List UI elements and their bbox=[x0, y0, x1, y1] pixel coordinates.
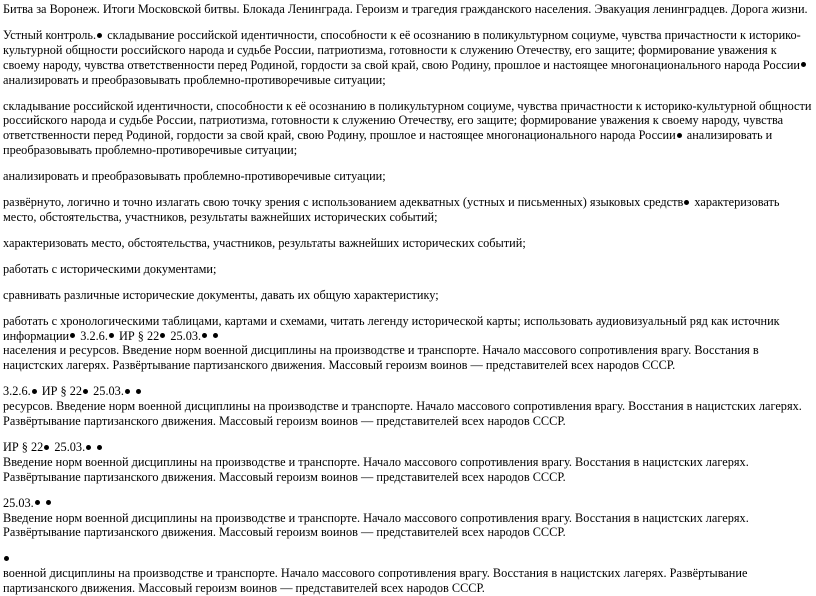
bullet-icon bbox=[4, 556, 9, 561]
bullet-icon bbox=[109, 333, 114, 338]
code-text: 3.2.6. bbox=[3, 384, 31, 399]
paragraph-homework bbox=[3, 440, 813, 485]
bullet-icon bbox=[125, 389, 130, 394]
identity-text: складывание российской идентичности, способности к её осознанию в поликультурном социуме, чувства причастности к историко-культурной общности российского народа и судьбе России, патриотизма, готовности к служению Отечеству, его защите; формирование уважения к своему народу, чувства ответственности перед Родиной, гордости за свой край, свою Родину, прошлое и настоящее многонационального народа России bbox=[3, 98, 812, 143]
paragraph-identity bbox=[3, 99, 813, 159]
bullet-icon bbox=[70, 333, 75, 338]
paragraph-code bbox=[3, 384, 813, 429]
bullet-icon bbox=[97, 33, 102, 38]
homework-text: ИР § 22 bbox=[41, 384, 83, 399]
date-text: 25.03. bbox=[3, 495, 34, 510]
identity-text: складывание российской идентичности, способности к её осознанию в поликультурном социуме, чувства причастности к историко-культурной общности российского народа и судьбе России, патриотизма, готовности к служению Отечеству, его защите; формирование уважения к своему народу, чувства ответственности перед Родиной, гордости за свой край, свою Родину, прошлое и настоящее многонационального народа России bbox=[3, 27, 801, 72]
bullet-icon bbox=[677, 133, 682, 138]
analyze-text: анализировать и преобразовывать проблемно-противоречивые ситуации; bbox=[3, 72, 386, 87]
paragraph-control bbox=[3, 28, 813, 88]
homework-text: ИР § 22 bbox=[3, 439, 44, 454]
date-text: 25.03. bbox=[170, 328, 202, 343]
tables-text: работать с хронологическими таблицами, картами и схемами, читать легенду исторической карты; использовать аудиовизуальный ряд как источник информации bbox=[3, 313, 780, 343]
bullet-icon bbox=[801, 62, 806, 67]
paragraph-analyze: анализировать и преобразовывать проблемно-противоречивые ситуации; bbox=[3, 169, 386, 184]
code-text: 3.2.6. bbox=[80, 328, 108, 343]
paragraph-tables bbox=[3, 314, 813, 374]
bullet-icon bbox=[136, 389, 141, 394]
paragraph-date bbox=[3, 496, 813, 541]
bullet-icon bbox=[213, 333, 218, 338]
characterize-text: характеризовать место, обстоятельства, участников, результаты важнейших исторических событий; bbox=[3, 195, 780, 224]
bullet-icon bbox=[83, 389, 88, 394]
date-text: 25.03. bbox=[93, 384, 124, 399]
paragraph-express bbox=[3, 195, 813, 225]
paragraph-compare: сравнивать различные исторические документы, давать их общую характеристику; bbox=[3, 287, 439, 302]
bullet-icon bbox=[35, 500, 40, 505]
bullet-icon bbox=[32, 389, 37, 394]
content-text: военной дисциплины на производстве и транспорте. Начало массового сопротивления врагу. Восстания в нацистских лагерях. Развёртывание партизанского движения. Массовый героизм воинов — представителей всех народов СССР. bbox=[3, 566, 748, 596]
paragraph-documents: работать с историческими документами; bbox=[3, 261, 217, 276]
content-text: Введение норм военной дисциплины на производстве и транспорте. Начало массового сопротивления врагу. Восстания в нацистских лагерях. Развёртывание партизанского движения. Массовый героизм воинов — представителей всех народов СССР. bbox=[3, 510, 749, 540]
bullet-icon bbox=[684, 200, 689, 205]
bullet-icon bbox=[97, 445, 102, 450]
content-text: населения и ресурсов. Введение норм военной дисциплины на производстве и транспорте. Начало массового сопротивления врагу. Восстания в нацистских лагерях. Развёртывание партизанского движения. Массовый героизм воинов — представителей всех народов СССР. bbox=[3, 343, 759, 373]
bullet-icon bbox=[202, 333, 207, 338]
control-label: Устный контроль. bbox=[3, 27, 97, 42]
express-text: развёрнуто, логично и точно излагать свою точку зрения с использованием адекватных (устных и письменных) языковых средств bbox=[3, 195, 684, 210]
bullet-icon bbox=[46, 500, 51, 505]
analyze-text: анализировать и преобразовывать проблемно-противоречивые ситуации; bbox=[3, 128, 773, 158]
date-text: 25.03. bbox=[54, 439, 86, 454]
topic-line: Битва за Воронеж. Итоги Московской битвы. Блокада Ленинграда. Героизм и трагедия гражданского населения. Эвакуация ленинградцев. Дорога жизни. bbox=[3, 2, 808, 16]
content-text: Введение норм военной дисциплины на производстве и транспорте. Начало массового сопротивления врагу. Восстания в нацистских лагерях. Развёртывание партизанского движения. Массовый героизм воинов — представителей всех народов СССР. bbox=[3, 454, 749, 484]
paragraph-characterize: характеризовать место, обстоятельства, участников, результаты важнейших исторических событий; bbox=[3, 235, 526, 250]
content-text: ресурсов. Введение норм военной дисциплины на производстве и транспорте. Начало массового сопротивления врагу. Восстания в нацистских лагерях. Развёртывание партизанского движения. Массовый героизм воинов — представителей всех народов СССР. bbox=[3, 399, 802, 429]
homework-text: ИР § 22 bbox=[118, 328, 160, 343]
bullet-icon bbox=[86, 445, 91, 450]
bullet-icon bbox=[160, 333, 165, 338]
bullet-icon bbox=[44, 445, 49, 450]
